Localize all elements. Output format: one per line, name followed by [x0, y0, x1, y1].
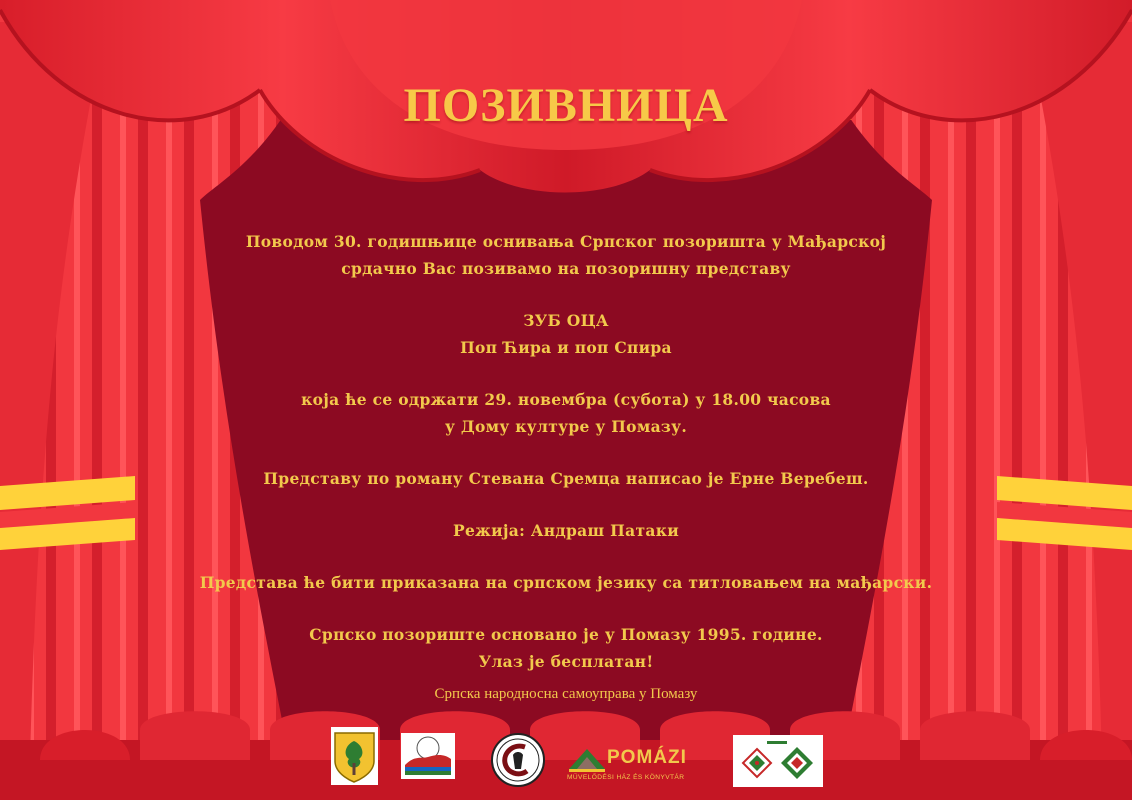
author-line: Представу по роману Стевана Сремца написао је Ерне Веребеш.	[263, 469, 869, 488]
intro-line-2: срдачно Вас позивамо на позоришну представу	[341, 259, 791, 278]
theater-seats	[0, 711, 1132, 800]
event-venue: у Дому културе у Помазу.	[444, 417, 688, 436]
serbian-theatre-logo	[491, 733, 545, 787]
play-subtitle: Поп Ћира и поп Спира	[460, 338, 672, 357]
language-line: Представа ће бити приказана на српском језику са титловањем на мађарски.	[199, 573, 933, 592]
play-title: ЗУБ ОЦА	[523, 311, 609, 330]
page-title: ПОЗИВНИЦА	[403, 79, 729, 132]
founded-line: Српско позориште основано је у Помазу 1995. године.	[309, 625, 823, 644]
organizer-footer: Српска народносна самоуправа у Помазу	[434, 686, 698, 702]
folk-embroidery-logo	[733, 735, 823, 787]
director-line: Режија: Андраш Патаки	[453, 521, 679, 540]
pomaz-coat-of-arms-logo	[331, 727, 378, 785]
serbian-minority-logo	[401, 733, 455, 779]
pomazi-culture-house-logo	[567, 743, 711, 787]
intro-line-1: Поводом 30. годишњице оснивања Српског позоришта у Мађарској	[245, 232, 887, 251]
pomazi-logo-subtitle: MŰVELŐDÉSI HÁZ ÉS KÖNYVTÁR	[567, 774, 685, 781]
event-date: која ће се одржати 29. новембра (субота) у 18.00 часова	[301, 390, 831, 409]
pomazi-logo-name: POMÁZI	[607, 747, 687, 768]
entry-free-line: Улаз је бесплатан!	[478, 652, 654, 671]
